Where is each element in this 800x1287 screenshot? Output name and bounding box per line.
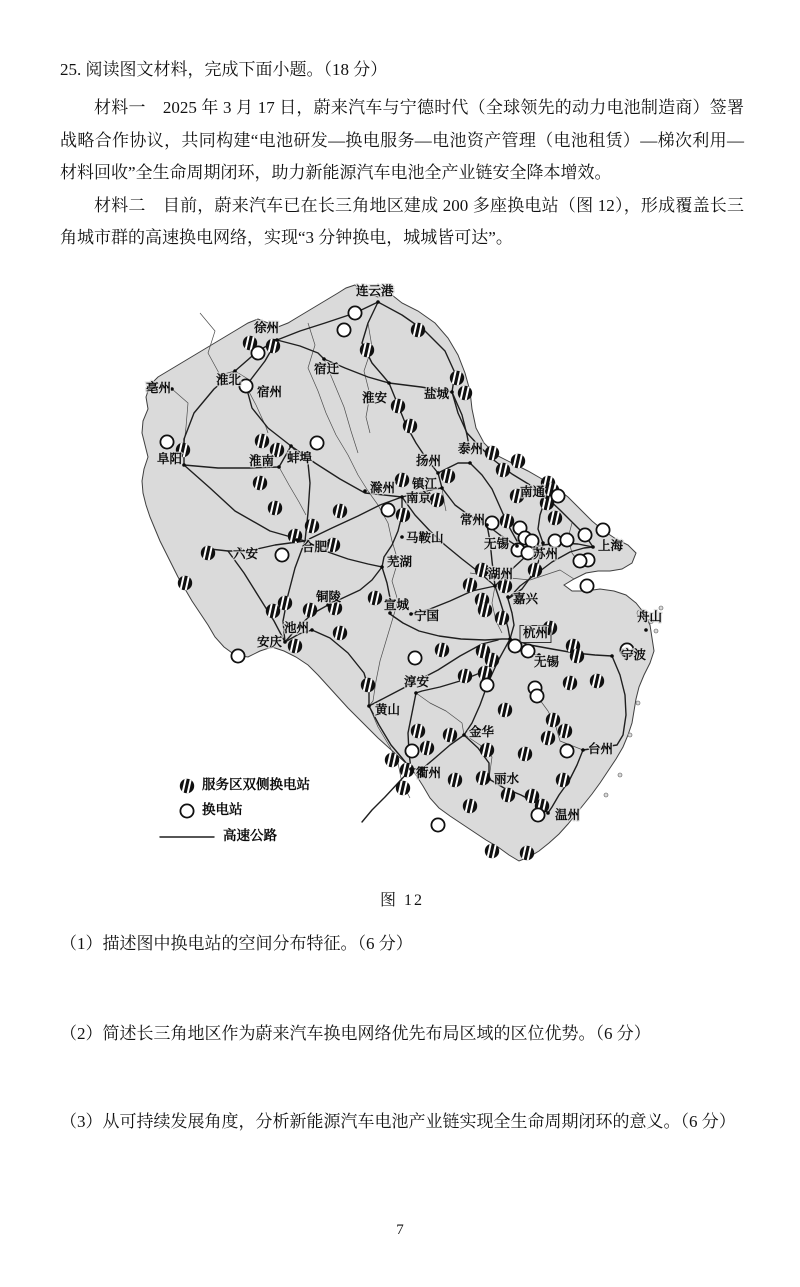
island [628, 733, 632, 737]
swap-station-marker [578, 528, 591, 541]
swap-station-marker [275, 548, 288, 561]
city-dot [400, 495, 404, 499]
city-label: 镇江 [412, 476, 438, 491]
city-dot [289, 444, 293, 448]
city-label: 盐城 [424, 386, 450, 401]
city-dot [409, 767, 413, 771]
legend-swap-station-icon [180, 804, 193, 817]
city-dot [400, 535, 404, 539]
swap-station-marker [521, 644, 534, 657]
city-label: 南通 [520, 484, 546, 499]
city-label: 常州 [460, 512, 486, 527]
island [636, 701, 640, 705]
city-label: 宿迁 [314, 361, 340, 376]
swap-station-marker [231, 649, 244, 662]
city-dot [506, 595, 510, 599]
swap-station-marker [310, 436, 323, 449]
city-dot [644, 628, 648, 632]
city-dot [581, 748, 585, 752]
city-label: 合肥 [302, 539, 328, 554]
city-dot [487, 777, 491, 781]
city-label: 连云港 [356, 283, 394, 298]
city-label: 芜湖 [387, 554, 413, 569]
city-dot [541, 541, 545, 545]
city-label: 马鞍山 [406, 530, 444, 545]
swap-station-marker [551, 489, 564, 502]
city-label: 金华 [469, 724, 495, 739]
city-label: 湖州 [488, 566, 514, 581]
city-label: 宿州 [257, 384, 283, 399]
city-dot [508, 637, 512, 641]
city-label: 阜阳 [157, 451, 183, 466]
swap-station-marker [485, 516, 498, 529]
swap-station-marker [580, 579, 593, 592]
city-dot [277, 465, 281, 469]
swap-station-marker [160, 435, 173, 448]
legend-double-side-station-label: 服务区双侧换电站 [202, 776, 310, 792]
city-dot [436, 471, 440, 475]
city-label: 六安 [233, 546, 259, 561]
swap-station-marker [337, 323, 350, 336]
city-dot [414, 691, 418, 695]
city-dot [546, 811, 550, 815]
city-label: 铜陵 [316, 589, 342, 604]
city-label: 南京 [406, 490, 432, 505]
city-dot [409, 612, 413, 616]
city-dot [275, 338, 279, 342]
city-label: 无锡 [534, 654, 560, 669]
swap-station-marker [431, 818, 444, 831]
landmass [142, 285, 654, 861]
material-1-paragraph: 材料一 2025 年 3 月 17 日，蔚来汽车与宁德时代（全球领先的动力电池制造商）签署战略合作协议，共同构建“电池研发—换电服务—电池资产管理（电池租赁）—梯次利用—材料回收”全生命周期闭环，助力新能源汽车电池全产业链安全降本增效。 [60, 98, 744, 182]
city-label: 无锡 [484, 536, 510, 551]
legend-double-side-station-icon [180, 777, 194, 794]
city-dot [376, 300, 380, 304]
city-label: 淮南 [249, 453, 275, 468]
island [604, 793, 608, 797]
question-stem: 25. 阅读图文材料，完成下面小题。（18 分） [60, 60, 388, 79]
city-label: 徐州 [254, 320, 280, 335]
city-label: 宁波 [621, 647, 647, 662]
city-label: 亳州 [146, 380, 172, 395]
city-dot [591, 545, 595, 549]
swap-station-marker [348, 306, 361, 319]
city-dot [462, 733, 466, 737]
city-dot [310, 628, 314, 632]
swap-station-marker [239, 379, 252, 392]
city-label: 安庆 [257, 634, 283, 649]
city-dot [283, 640, 287, 644]
city-dot [387, 381, 391, 385]
material-2-paragraph: 材料二 目前，蔚来汽车已在长三角地区建成 200 多座换电站（图 12），形成覆盖长三角城市群的高速换电网络，实现“3 分钟换电，城城皆可达”。 [60, 195, 744, 247]
city-label: 扬州 [416, 453, 442, 468]
city-dot [468, 461, 472, 465]
city-label: 蚌埠 [287, 450, 313, 465]
city-label: 舟山 [637, 609, 663, 624]
swap-station-marker [573, 554, 586, 567]
sub-question-3: （3）从可持续发展角度，分析新能源汽车电池产业链实现全生命周期闭环的意义。（6 分） [60, 1111, 736, 1131]
city-dot [493, 584, 497, 588]
city-label: 上海 [598, 538, 624, 553]
island [654, 629, 658, 633]
city-label: 丽水 [494, 771, 520, 786]
sub-question-2: （2）简述长三角地区作为蔚来汽车换电网络优先布局区域的区位优势。（6 分） [60, 1023, 651, 1043]
city-label: 宣城 [384, 597, 410, 612]
legend-expressway-label: 高速公路 [223, 827, 277, 843]
city-dot [182, 463, 186, 467]
swap-station-marker [560, 744, 573, 757]
city-dot [363, 489, 367, 493]
swap-station-marker [480, 678, 493, 691]
map-figure [60, 283, 744, 910]
swap-station-marker [530, 689, 543, 702]
city-dot [295, 538, 299, 542]
city-label: 淮安 [362, 390, 388, 405]
city-label: 温州 [555, 807, 581, 822]
city-dot [450, 390, 454, 394]
city-dot [322, 357, 326, 361]
swap-station-marker [381, 503, 394, 516]
city-label: 池州 [284, 620, 310, 635]
city-label: 滁州 [370, 480, 396, 495]
swap-station-marker [531, 808, 544, 821]
city-label: 宁国 [414, 608, 440, 623]
legend-swap-station-label: 换电站 [202, 801, 243, 817]
sub-question-1: （1）描述图中换电站的空间分布特征。（6 分） [60, 933, 413, 953]
city-label: 淮北 [216, 372, 242, 387]
swap-station-marker [251, 346, 264, 359]
expressway-line [362, 769, 411, 822]
city-dot [515, 544, 519, 548]
city-label: 衢州 [416, 765, 442, 780]
swap-station-marker [408, 651, 421, 664]
figure-caption: 图 12 [379, 891, 424, 909]
delta-map [140, 283, 700, 883]
swap-station-marker [596, 523, 609, 536]
city-dot [610, 654, 614, 658]
island [618, 773, 622, 777]
city-label: 苏州 [533, 546, 559, 561]
city-dot [485, 523, 489, 527]
page-number: 7 [396, 1222, 404, 1238]
city-label: 嘉兴 [513, 591, 539, 606]
city-dot [440, 486, 444, 490]
city-label: 泰州 [458, 441, 484, 456]
city-label: 杭州 [523, 625, 549, 640]
city-dot [380, 565, 384, 569]
map-legend [160, 776, 310, 843]
swap-station-marker [560, 533, 573, 546]
city-label: 淳安 [404, 674, 430, 689]
city-dot [367, 704, 371, 708]
city-label: 黄山 [375, 702, 401, 717]
city-label: 台州 [588, 741, 614, 756]
swap-station-marker [405, 744, 418, 757]
